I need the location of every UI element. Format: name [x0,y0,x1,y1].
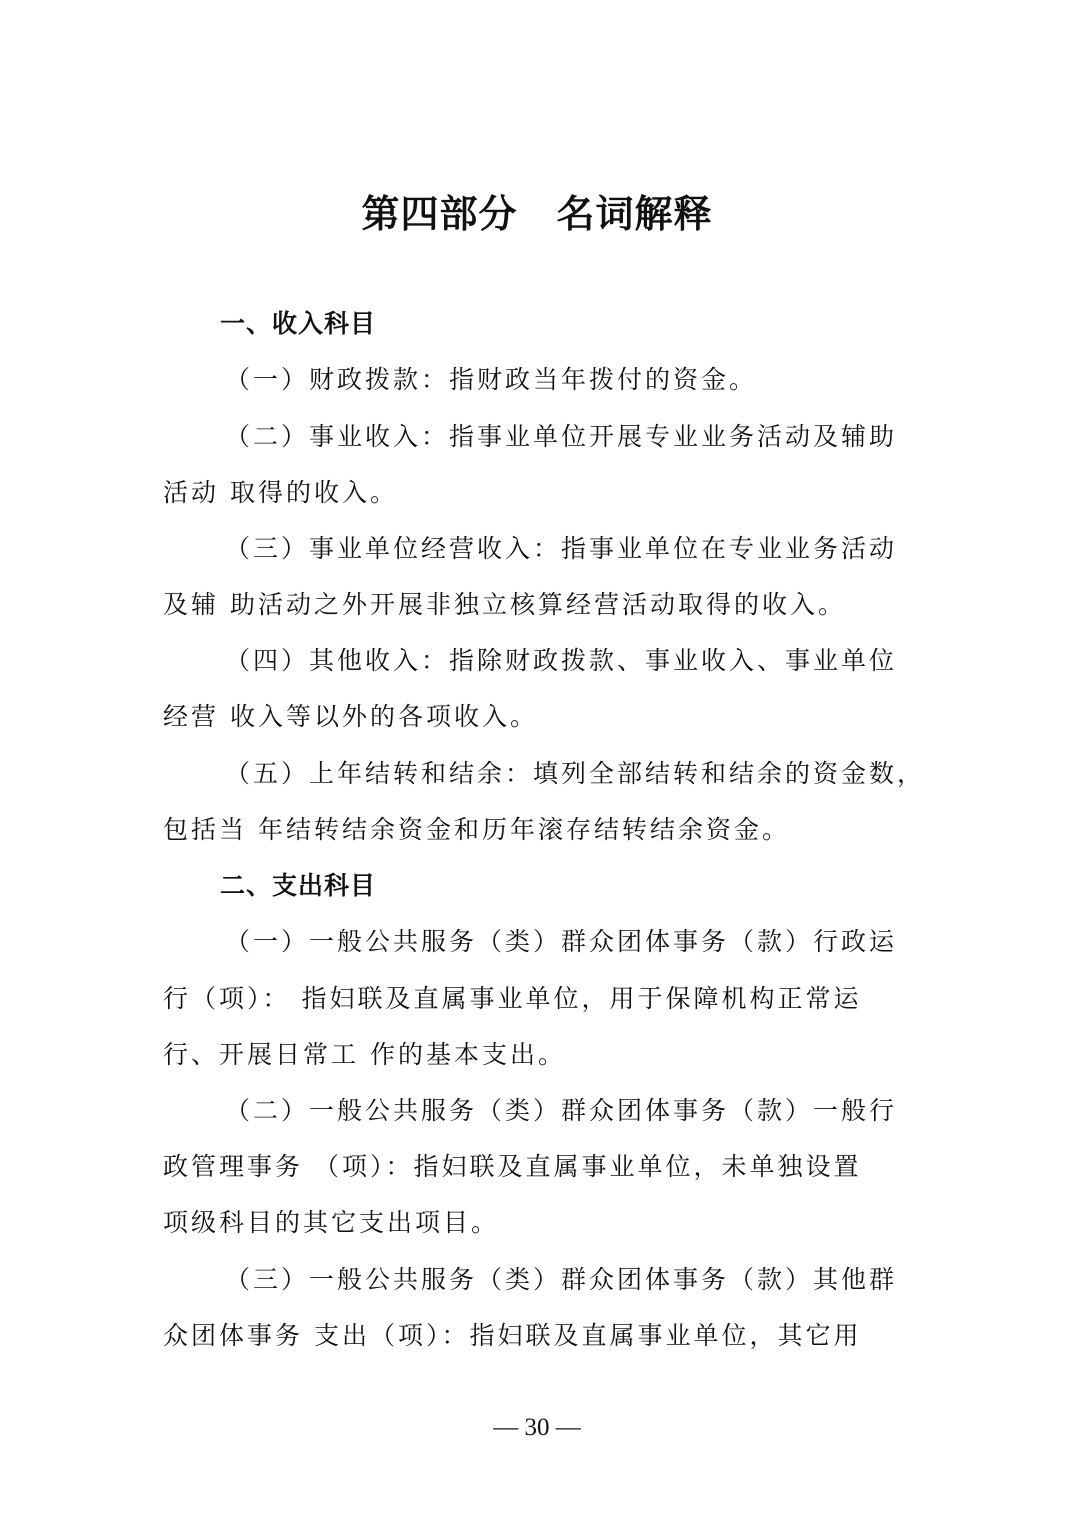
paragraph-line: （二）一般公共服务（类）群众团体事务（款）一般行 [225,1096,898,1125]
paragraph-line: 行（项）： 指妇联及直属事业单位，用于保障机构正常运 [163,984,862,1013]
paragraph-line: （三）事业单位经营收入：指事业单位在专业业务活动 [225,534,898,563]
paragraph-line: 政管理事务 （项）：指妇联及直属事业单位，未单独设置 [163,1152,862,1181]
paragraph-line: 活动 取得的收入。 [163,478,398,507]
paragraph-line: （一）一般公共服务（类）群众团体事务（款）行政运 [225,927,898,956]
page-title: 第四部分 名词解释 [361,192,713,236]
paragraph-line: （四）其他收入：指除财政拨款、事业收入、事业单位 [225,646,898,675]
paragraph-line: 行、开展日常工 作的基本支出。 [163,1040,566,1069]
paragraph-line: 及辅 助活动之外开展非独立核算经营活动取得的收入。 [163,590,846,619]
paragraph-line: （二）事业收入：指事业单位开展专业业务活动及辅助 [225,422,898,451]
paragraph-line: （一）财政拨款：指财政当年拨付的资金。 [225,365,758,394]
section-heading-expenditure: 二、支出科目 [220,871,377,900]
paragraph-line: （三）一般公共服务（类）群众团体事务（款）其他群 [225,1265,898,1294]
paragraph-line: 包括当 年结转结余资金和历年滚存结转结余资金。 [163,815,790,844]
paragraph-line: 众团体事务 支出（项）：指妇联及直属事业单位，其它用 [163,1321,862,1350]
paragraph-line: 经营 收入等以外的各项收入。 [163,702,538,731]
section-heading-income: 一、收入科目 [220,309,377,338]
paragraph-line: 项级科目的其它支出项目。 [163,1208,500,1237]
page-number: — 30 — [493,1414,581,1441]
paragraph-line: （五）上年结转和结余：填列全部结转和结余的资金数， [225,759,926,788]
